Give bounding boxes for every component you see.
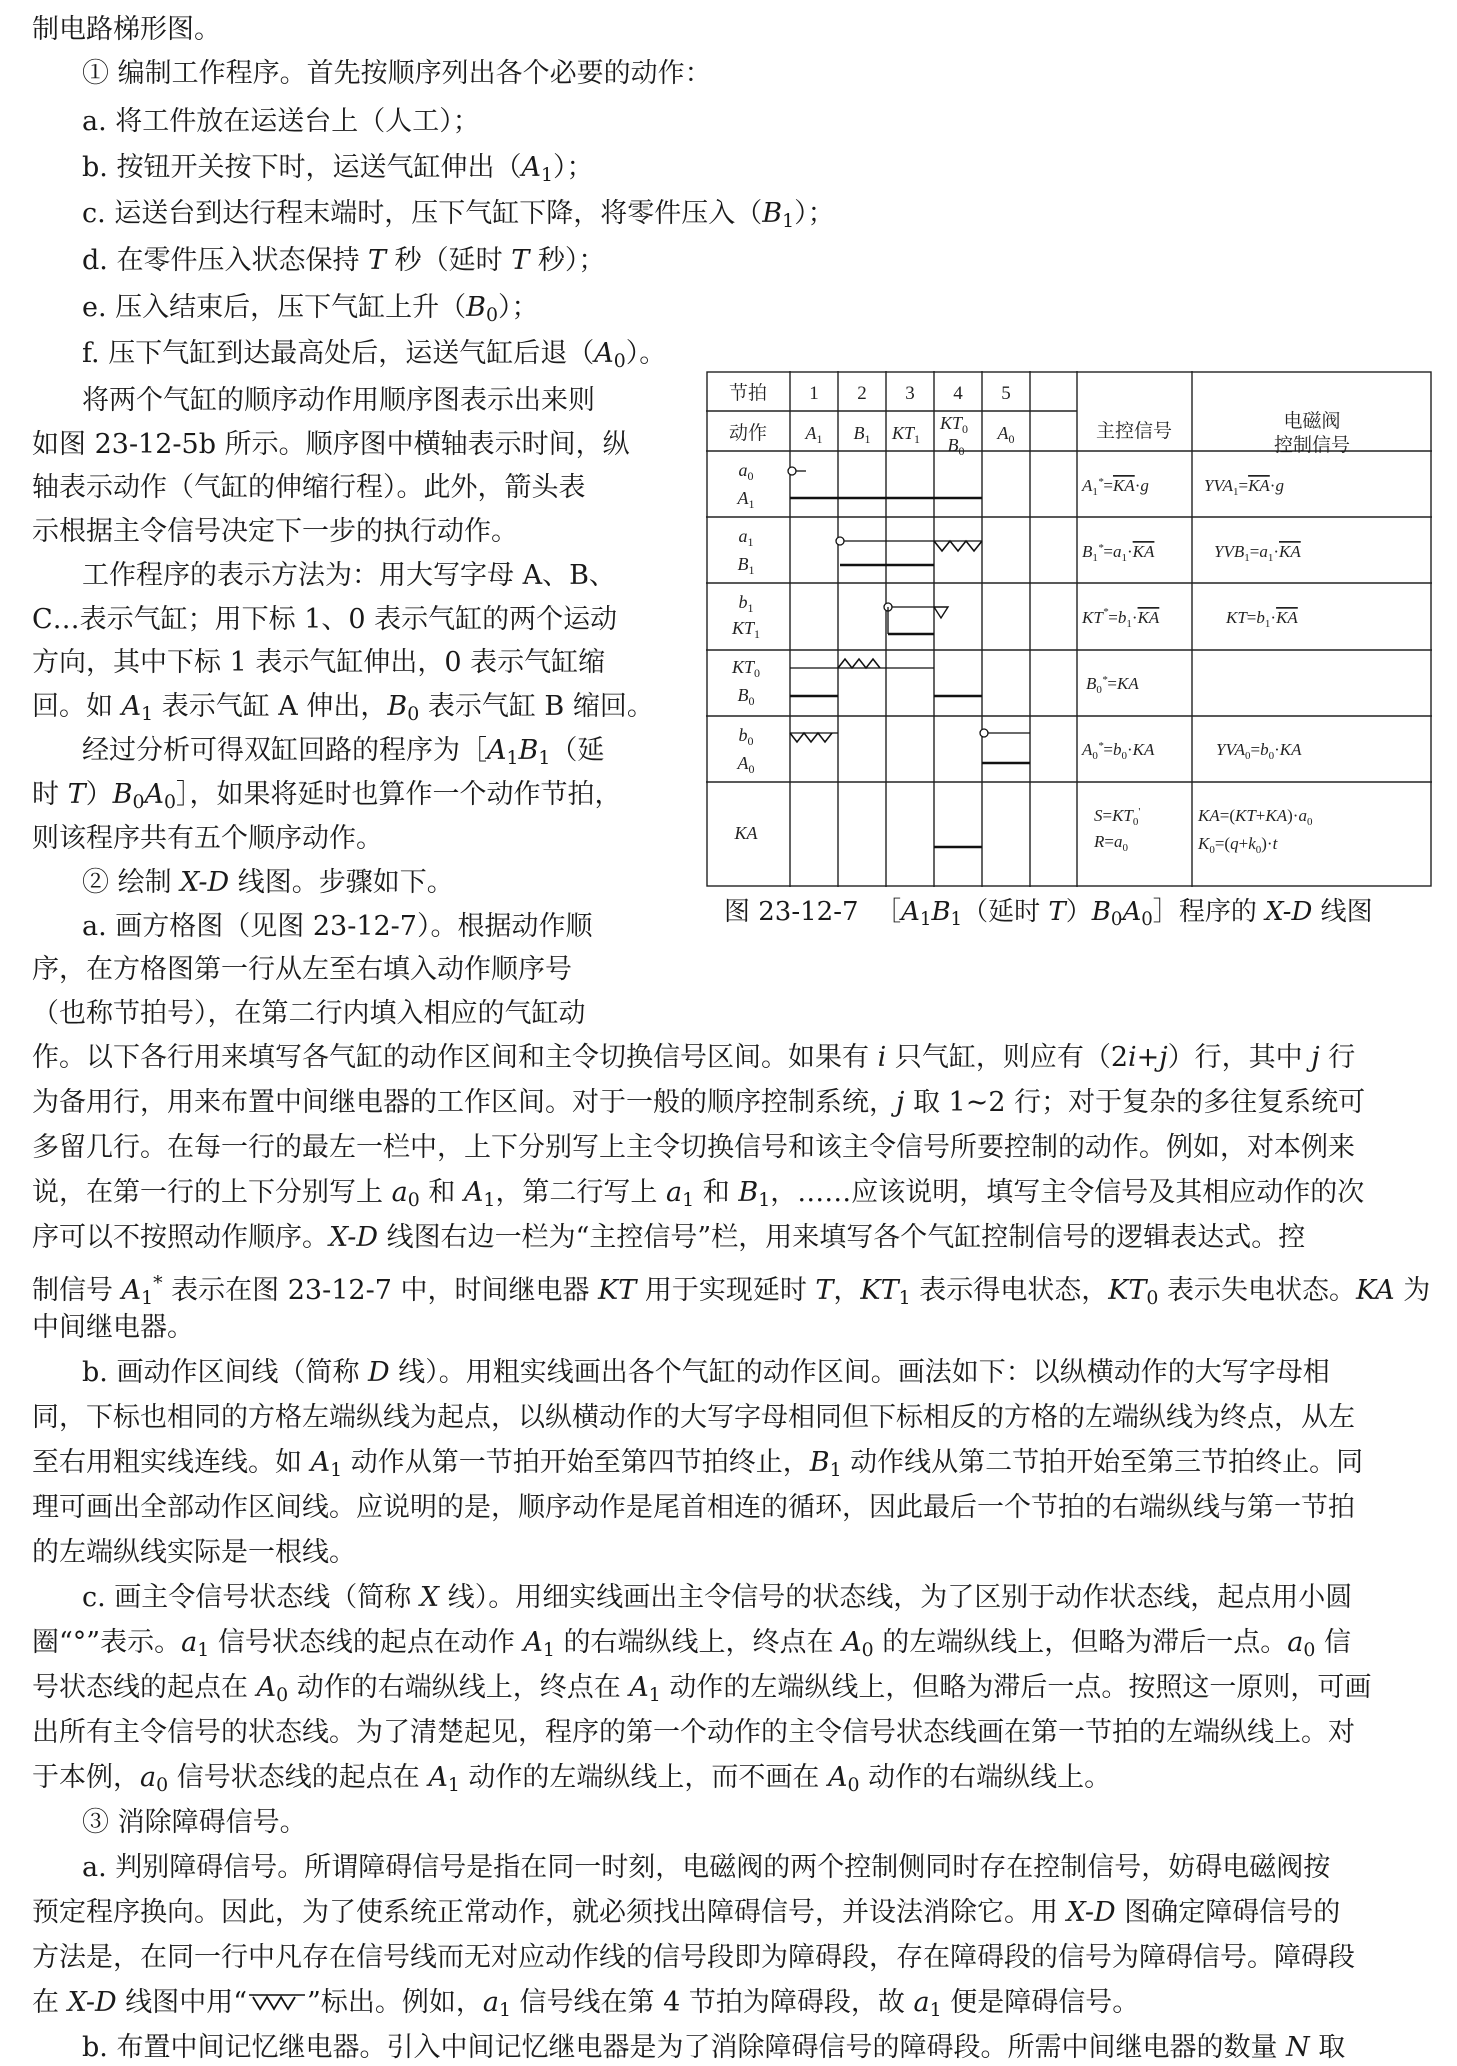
text-line: 回。如 $A_1$ 表示气缸 A 伸出，$B_0$ 表示气缸 B 缩回。	[32, 691, 654, 725]
svg-text:KT=b1·KA: $KT=b_1\cdot KA$	[1226, 608, 1298, 630]
svg-text:YVA1=KA·g: $YVA_1=KA\cdot g$	[1204, 476, 1284, 498]
text-line: 将两个气缸的顺序动作用顺序图表示出来则	[82, 385, 595, 416]
svg-text:KT*=b1·KA: $KT^*=b_1\cdot KA$	[1082, 606, 1160, 630]
text-line: 为备用行，用来布置中间继电器的工作区间。对于一般的顺序控制系统，j 取 1~2 行；对于复杂的多往复系统可	[32, 1087, 1366, 1118]
text-line: 工作程序的表示方法为：用大写字母 A、B、	[82, 560, 616, 591]
svg-text:a0: $a_0$	[738, 460, 754, 483]
svg-text:B1: $B_1$	[737, 554, 755, 577]
text-line: 号状态线的起点在 $A_0$ 动作的右端纵线上，终点在 $A_1$ 动作的左端纵线上，但略为滞后一点。按照这一原则，可画	[32, 1672, 1372, 1706]
text-line: 出所有主令信号的状态线。为了清楚起见，程序的第一个动作的主令信号状态线画在第一节拍的左端纵线上。对	[32, 1717, 1355, 1748]
text-line: 制信号 $A_1^*$ 表示在图 23-12-7 中，时间继电器 KT 用于实现延时 T，$KT_1$ 表示得电状态，$KT_0$ 表示失电状态。KA 为	[32, 1272, 1431, 1309]
text-line: 于本例，$a_0$ 信号状态线的起点在 $A_1$ 动作的左端纵线上，而不画在 $A_0$ 动作的右端纵线上。	[32, 1762, 1112, 1796]
text-line: b. 画动作区间线（简称 D 线）。用粗实线画出各个气缸的动作区间。画法如下：以纵横动作的大写字母相	[82, 1357, 1330, 1388]
header-action: 动作	[728, 423, 768, 444]
text-line: a. 将工件放在运送台上（人工）；	[82, 106, 480, 137]
svg-text:R=a0: $R=a_0$	[1094, 832, 1128, 854]
step-number: 5	[1001, 383, 1011, 404]
text-line: 预定程序换向。因此，为了使系统正常动作，就必须找出障碍信号，并设法消除它。用 X-D 图确定障碍信号的	[32, 1897, 1341, 1928]
text-line: （也称节拍号），在第二行内填入相应的气缸动	[32, 998, 586, 1029]
text-line: 序可以不按照动作顺序。X-D 线图右边一栏为“主控信号”栏，用来填写各个气缸控制信号的逻辑表达式。控	[32, 1222, 1306, 1253]
svg-text:B0*=KA: $B_0^*=KA$	[1086, 674, 1139, 696]
text-line: 理可画出全部动作区间线。应说明的是，顺序动作是尾首相连的循环，因此最后一个节拍的右端纵线与第一节拍	[32, 1492, 1355, 1523]
text-line: 序，在方格图第一行从左至右填入动作顺序号	[32, 954, 572, 985]
text-line: e. 压入结束后，压下气缸上升$(B_0)$；	[82, 292, 539, 326]
svg-text:b1: $b_1$	[738, 592, 754, 615]
svg-text:YVA0=b0·KA: $YVA_0=b_0\cdot KA$	[1216, 740, 1302, 762]
text-line: b. 按钮开关按下时，运送气缸伸出$(A_1)$；	[82, 152, 594, 186]
step-number: 2	[857, 383, 867, 404]
text-line: 方法是，在同一行中凡存在信号线而无对应动作线的信号段即为障碍段，存在障碍段的信号为障碍信号。障碍段	[32, 1942, 1355, 1973]
svg-text:A1: $A_1$	[805, 423, 823, 446]
svg-text:KT1: $KT_1$	[891, 423, 921, 446]
svg-text:KA: KA	[734, 823, 758, 843]
text-line: b. 布置中间记忆继电器。引入中间记忆继电器是为了消除障碍信号的障碍段。所需中间继电器的数量 N 取	[82, 2032, 1346, 2063]
svg-text:S=KT0': $S=KT_0'$	[1094, 806, 1141, 828]
text-line: d. 在零件压入状态保持 T 秒（延时 T 秒）；	[82, 245, 606, 276]
text-line: 则该程序共有五个顺序动作。	[32, 823, 383, 854]
text-line: ② 绘制 X-D 线图。步骤如下。	[82, 867, 454, 898]
header-valve: 控制信号	[1273, 435, 1351, 456]
svg-text:A0*=b0·KA: $A_0^*=b_0\cdot KA$	[1082, 740, 1155, 762]
svg-text:K0=(q+k0)·t: $K_0=(q+k_0)\cdot t$	[1198, 834, 1278, 856]
text-line: a. 判别障碍信号。所谓障碍信号是指在同一时刻，电磁阀的两个控制侧同时存在控制信号，妨碍电磁阀按	[82, 1852, 1331, 1883]
text-line: 中间继电器。	[32, 1312, 194, 1343]
svg-text:YVB1=a1·KA: $YVB_1=a_1\cdot KA$	[1214, 542, 1301, 564]
text-line: 的左端纵线实际是一根线。	[32, 1537, 356, 1568]
svg-text:b0: $b_0$	[738, 725, 754, 748]
text-line: ① 编制工作程序。首先按顺序列出各个必要的动作：	[82, 58, 712, 89]
svg-text:A0: $A_0$	[737, 753, 755, 776]
text-line: 时 $T)B_0A_0]$，如果将延时也算作一个动作节拍，	[32, 779, 622, 813]
step-number: 3	[905, 383, 915, 404]
text-line: f. 压下气缸到达最高处后，运送气缸后退$(A_0)$。	[82, 338, 667, 372]
text-line: 轴表示动作（气缸的伸缩行程）。此外，箭头表	[32, 472, 586, 503]
text-line: 作。以下各行用来填写各气缸的动作区间和主令切换信号区间。如果有 i 只气缸，则应有（2i+j）行，其中 j 行	[32, 1042, 1356, 1073]
text-line: c. 运送台到达行程末端时，压下气缸下降，将零件压入$(B_1)$；	[82, 198, 835, 232]
text-line: c. 画主令信号状态线（简称 X 线）。用细实线画出主令信号的状态线，为了区别于动作状态线，起点用小圆	[82, 1582, 1353, 1613]
step-number: 4	[953, 383, 963, 404]
text-line: C…表示气缸；用下标 1、0 表示气缸的两个运动	[32, 604, 618, 635]
text-line: 示根据主令信号决定下一步的执行动作。	[32, 516, 518, 547]
svg-text:KT0: $KT_0$	[939, 413, 969, 436]
text-line: 经过分析可得双缸回路的程序为$[A_1B_1$（延	[82, 735, 605, 769]
svg-text:A0: $A_0$	[997, 423, 1015, 446]
text-line: 如图 23-12-5b 所示。顺序图中横轴表示时间，纵	[32, 429, 630, 460]
header-step: 节拍	[728, 383, 768, 404]
xd-diagram	[706, 371, 1434, 895]
svg-text:B0: $B_0$	[737, 685, 755, 708]
text-line: 同，下标也相同的方格左端纵线为起点，以纵横动作的大写字母相同但下标相反的方格的左端纵线为终点，从左	[32, 1402, 1355, 1433]
text-line: a. 画方格图（见图 23-12-7）。根据动作顺	[82, 911, 593, 942]
svg-text:a1: $a_1$	[738, 526, 754, 549]
text-line: 圈“°”表示。$a_1$ 信号状态线的起点在动作 $A_1$ 的右端纵线上，终点在 $A_0$ 的左端纵线上，但略为滞后一点。$a_0$ 信	[32, 1627, 1351, 1661]
text-line: 至右用粗实线连线。如 $A_1$ 动作从第一节拍开始至第四节拍终止，$B_1$ 动作线从第二节拍开始至第三节拍终止。同	[32, 1447, 1364, 1481]
svg-text:KT1: $KT_1$	[731, 618, 761, 641]
svg-text:KA=(KT+KA)·a0: $KA=(KT+KA)\cdot a_0$	[1198, 806, 1313, 828]
text-line: 说，在第一行的上下分别写上 $a_0$ 和 $A_1$，第二行写上 $a_1$ 和 $B_1$，……应该说明，填写主令信号及其相应动作的次	[32, 1177, 1365, 1211]
header-valve: 电磁阀	[1283, 411, 1341, 432]
svg-text:A1: $A_1$	[737, 488, 755, 511]
svg-text:A1*=KA·g: $A_1^*=KA\cdot g$	[1082, 476, 1149, 498]
text-line: ③ 消除障碍信号。	[82, 1807, 307, 1838]
header-main-signal: 主控信号	[1095, 421, 1173, 442]
svg-text:B1: $B_1$	[853, 423, 871, 446]
svg-text:KT0: $KT_0$	[731, 657, 761, 680]
svg-text:B0: $B_0$	[947, 435, 965, 458]
text-line: 多留几行。在每一行的最左一栏中，上下分别写上主令切换信号和该主令信号所要控制的动作。例如，对本例来	[32, 1132, 1355, 1163]
svg-text:B1*=a1·KA: $B_1^*=a_1\cdot KA$	[1082, 542, 1155, 564]
step-number: 1	[809, 383, 819, 404]
text-line: 方向，其中下标 1 表示气缸伸出，0 表示气缸缩	[32, 647, 606, 678]
text-line: 制电路梯形图。	[32, 14, 221, 45]
obstacle-mark-icon	[247, 1992, 307, 2014]
text-line: 在 X-D 线图中用“ ”标出。例如，$a_1$ 信号线在第 4 节拍为障碍段，故 $a_1$ 便是障碍信号。	[32, 1987, 1140, 2021]
figure-caption: 图 23-12-7 $[A_1B_1$（延时 $T)B_0A_0]$程序的 X-D 线图	[724, 897, 1373, 930]
